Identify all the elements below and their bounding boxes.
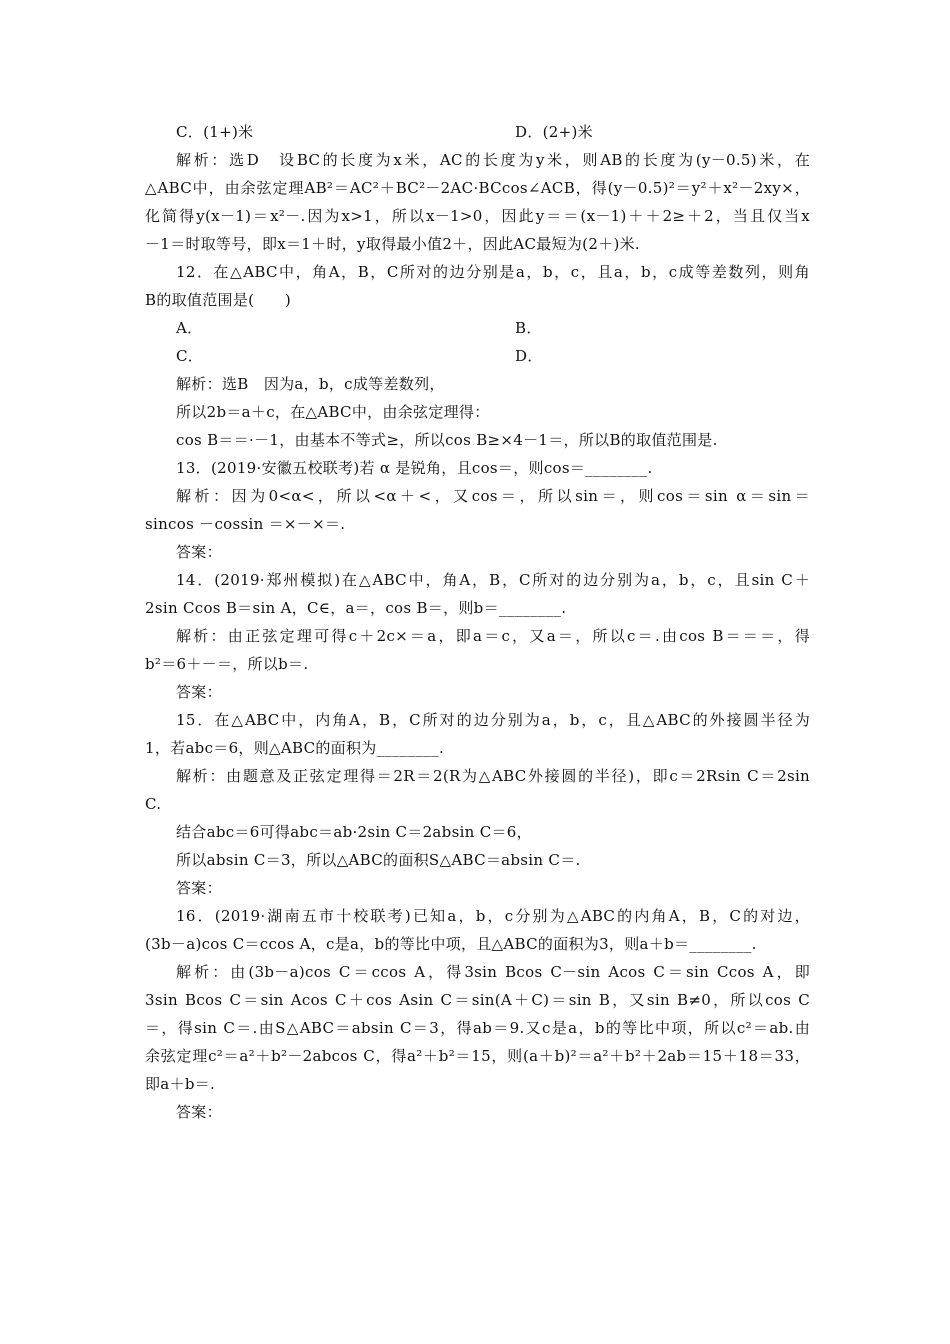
q15-solution-line-2: C. [145,795,162,813]
q15-stem-line-2: 1，若abc＝6，则△ABC的面积为________. [145,739,445,757]
q13-answer-label: 答案： [176,543,222,561]
q13-solution-line-2: sincos －cossin ＝×－×＝. [145,515,346,533]
q16-answer-label: 答案： [176,1103,222,1121]
q14-solution-line-2: b²＝6＋－＝，所以b＝. [145,655,309,673]
q12-stem-line-1: 12．在△ABC中，角A，B，C所对的边分别是a，b，c，且a，b，c成等差数列，则角 [176,263,810,281]
q16-solution-line-3: ＝，得sin C＝.由S△ABC＝absin C＝3，得ab＝9.又c是a，b的等比中项，所以c²＝ab.由 [145,1019,810,1037]
q11-solution-line-3: 化简得y(x－1)＝x²－.因为x>1，所以x－1>0，因此y＝＝(x－1)＋＋2≥＋2，当且仅当x [145,207,810,225]
q16-solution-line-4: 余弦定理c²＝a²＋b²－2abcos C，得a²＋b²＝15，则(a＋b)²＝a²＋b²＋2ab＝15＋18＝33， [145,1047,810,1065]
q12-option-c: C． [176,347,204,365]
q13-stem: 13．(2019·安徽五校联考)若 α 是锐角，且cos＝，则cos＝________. [176,459,653,477]
q11-solution-line-4: －1＝时取等号，即x＝1＋时，y取得最小值2＋，因此AC最短为(2＋)米. [145,235,640,253]
q14-answer-label: 答案： [176,683,222,701]
q15-solution-line-4: 所以absin C＝3，所以△ABC的面积S△ABC＝absin C＝. [176,851,581,869]
q12-option-b: B． [515,319,542,337]
q13-solution-line-1: 解析：因为0<α<，所以<α＋<，又cos＝，所以sin＝，则cos＝sin α＝sin＝ [176,487,810,505]
q16-solution-line-1: 解析：由(3b－a)cos C＝ccos A，得3sin Bcos C－sin Acos C＝sin Ccos A，即 [176,963,810,981]
q12-solution-line-2: 所以2b＝a＋c，在△ABC中，由余弦定理得： [176,403,490,421]
q16-solution-line-2: 3sin Bcos C＝sin Acos C＋cos Asin C＝sin(A＋C)＝sin B，又sin B≠0，所以cos C [145,991,810,1009]
q14-stem-line-2: 2sin Ccos B＝sin A，C∈，a＝，cos B＝，则b＝________. [145,599,567,617]
q15-solution-line-1: 解析：由题意及正弦定理得＝2R＝2(R为△ABC外接圆的半径)，即c＝2Rsin C＝2sin [176,767,810,785]
q15-solution-line-3: 结合abc＝6可得abc＝ab·2sin C＝2absin C＝6， [176,823,532,841]
q14-solution-line-1: 解析：由正弦定理可得c＋2c×＝a，即a＝c，又a＝，所以c＝.由cos B＝＝＝，得 [176,627,810,645]
q16-solution-line-5: 即a＋b＝. [145,1075,216,1093]
q12-option-d: D． [515,347,543,365]
q11-solution-line-2: △ABC中，由余弦定理AB²＝AC²＋BC²－2AC·BCcos∠ACB，得(y－0.5)²＝y²＋x²－2xy×， [145,179,810,197]
q15-answer-label: 答案： [176,879,222,897]
option-d-q11: D．(2+)米 [515,123,593,141]
q12-solution-line-1: 解析：选B 因为a，b，c成等差数列， [176,375,445,393]
q15-stem-line-1: 15．在△ABC中，内角A，B，C所对的边分别为a，b，c，且△ABC的外接圆半径为 [176,711,810,729]
q14-stem-line-1: 14．(2019·郑州模拟)在△ABC中，角A，B，C所对的边分别为a，b，c，且sin C＋ [176,571,810,589]
option-c-q11: C．(1+)米 [176,123,254,141]
q16-stem-line-2: (3b－a)cos C＝ccos A，c是a，b的等比中项，且△ABC的面积为3，则a＋b＝________. [145,935,757,953]
q12-stem-line-2: B的取值范围是( ) [145,291,292,309]
q12-solution-line-3: cos B＝＝·－1，由基本不等式≥，所以cos B≥×4－1＝，所以B的取值范围是. [176,431,718,449]
q11-solution-line-1: 解析：选D 设BC的长度为x米，AC的长度为y米，则AB的长度为(y－0.5)米，在 [176,151,810,169]
q12-option-a: A． [176,319,203,337]
q16-stem-line-1: 16．(2019·湖南五市十校联考)已知a，b，c分别为△ABC的内角A，B，C的对边， [176,907,810,925]
